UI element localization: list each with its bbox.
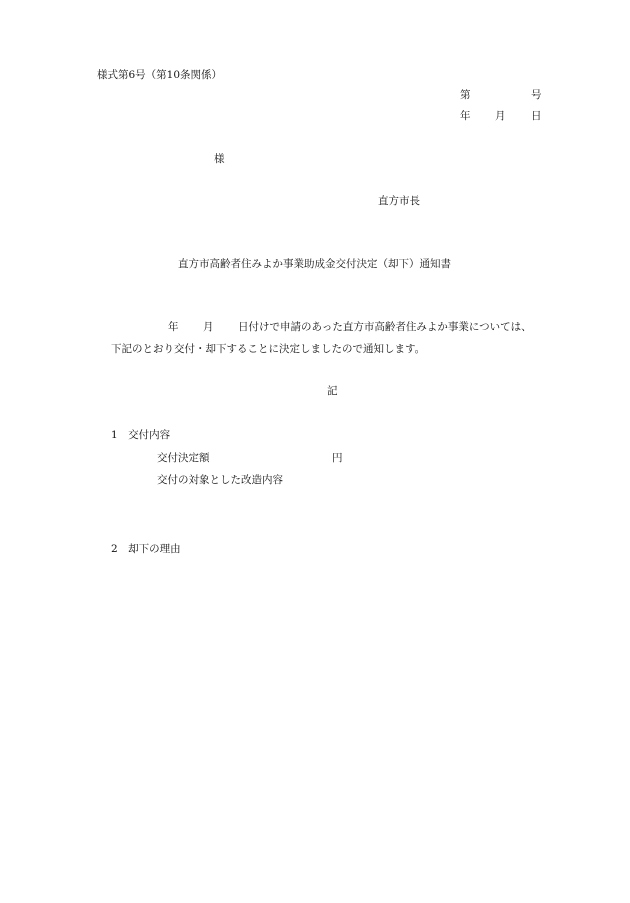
body-year: 年 — [168, 321, 179, 333]
amount-unit: 円 — [332, 452, 343, 464]
page-title: 直方市高齢者住みよか事業助成金交付決定（却下）通知書 — [178, 258, 451, 270]
target-label: 交付の対象とした改造内容 — [157, 474, 283, 486]
amount-label: 交付決定額 — [157, 452, 210, 464]
section1-heading: 1 交付内容 — [111, 429, 171, 441]
date-day: 日 — [531, 110, 542, 122]
number-dai: 第 — [460, 89, 471, 101]
number-go: 号 — [531, 89, 542, 101]
ki-heading: 記 — [327, 385, 338, 397]
section2-heading: 2 却下の理由 — [111, 543, 181, 555]
date-month: 月 — [495, 110, 506, 122]
body-line2: 下記のとおり交付・却下することに決定しましたので通知します。 — [111, 343, 426, 355]
form-label: 様式第6号（第10条関係） — [97, 69, 223, 81]
date-year: 年 — [460, 110, 471, 122]
addressee-suffix: 様 — [214, 153, 225, 165]
sender: 直方市長 — [378, 195, 420, 207]
body-line1: 日付けで申請のあった直方市高齢者住みよか事業については、 — [238, 321, 532, 333]
body-month: 月 — [203, 321, 214, 333]
